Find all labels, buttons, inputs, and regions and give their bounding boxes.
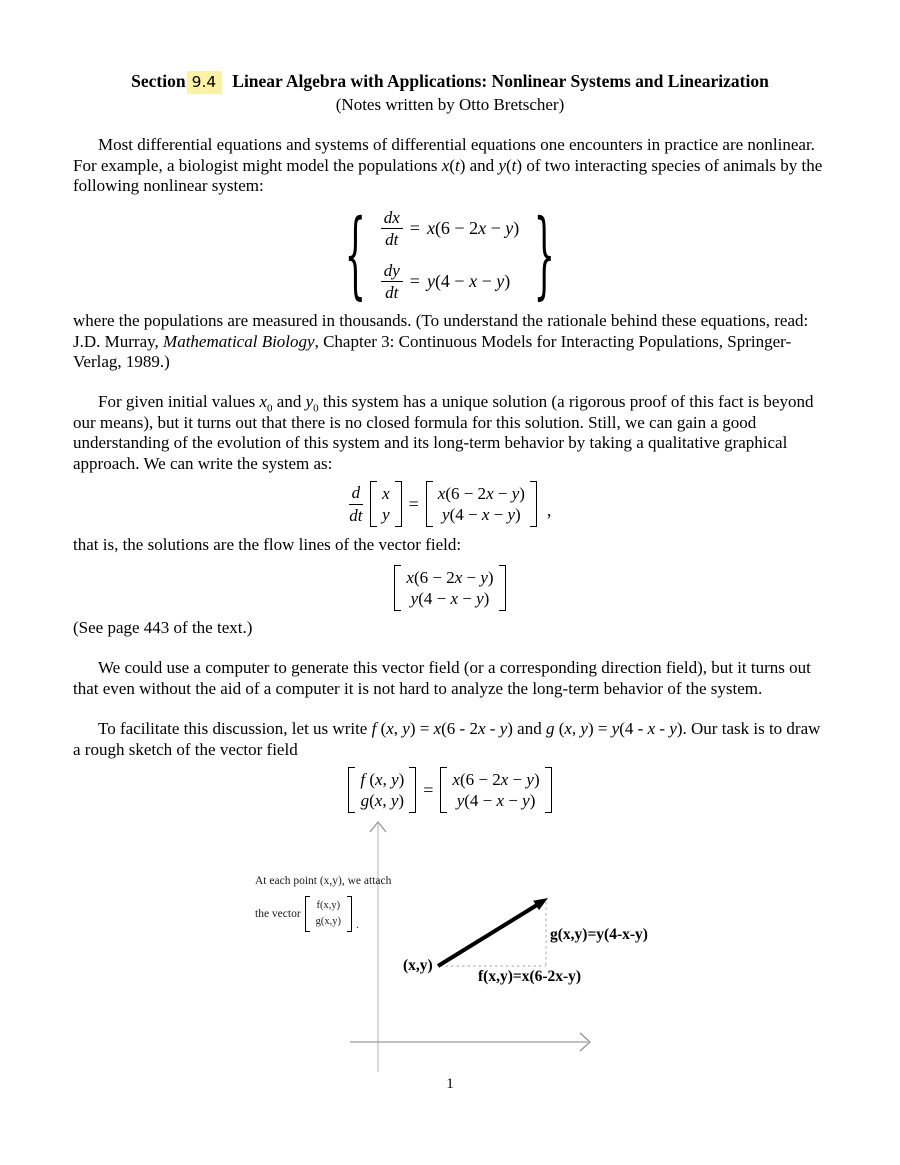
equation-dy-dt: $\frac{dy}{dt}$ = y(4 − x − y) [381,261,520,302]
vector-arrow [438,905,537,966]
rhs-vector: x(6 − 2x − y) y(4 − x − y) [426,481,537,528]
fg-rhs-vector: x(6 − 2x − y) y(4 − x − y) [440,767,551,814]
section-number-highlight: 9.4 [187,71,223,94]
equation-fg: f (x, y) g(x, y) = x(6 − 2x − y) y(4 − x − y) [0,764,900,816]
paragraph-facilitate: To facilitate this discussion, let us write f (x, y) = x(6 - 2x - y) and g (x, y) = y(4 - x - y). Our task is to draw a rough sketch of the vector field [73,719,821,759]
equation-nonlinear-system [0,198,900,309]
page-title [0,71,900,92]
book-title: Mathematical Biology [163,331,315,351]
section-word: Section [131,71,186,91]
point-label: (x,y) [403,957,433,974]
figure-caption-line1: At each point (x,y), we attach [255,875,392,887]
left-curly-brace: { [344,198,367,309]
paragraph-reference: where the populations are measured in thousands. (To understand the rationale behind these equations, read: J.D. Murray, Mathematical Biology, Chapter 3: Continuous Models for Interacting Populations, Springer-Verlag, 1989.) [73,311,809,372]
state-vector: x y [370,481,402,528]
fg-vector: f (x, y) g(x, y) [348,767,416,814]
f-component-label: f(x,y)=x(6-2x-y) [478,968,582,985]
paragraph-flow-lines: that is, the solutions are the flow lines of the vector field: [73,535,462,554]
paragraph-initial-values: For given initial values $x_0$ and $y_0$ this system has a unique solution (a rigorous proof of this fact is beyond our means), but it turns out that there is no closed formula for this solution. Still, we can gain a good understanding of the evolution of this system and its long-term behavior by taking a qualitative graphical approach. We can write the system as: [73,392,814,474]
g-component-label: g(x,y)=y(4-x-y) [550,926,648,943]
equation-matrix-form: $\frac{d}{dt}$ x y = x(6 − 2x − y) y(4 − x − y) , [0,476,900,532]
equation-dx-dt: $\frac{dx}{dt}$ = x(6 − 2x − y) [381,208,520,249]
figure-axes-and-vector [0,818,900,1076]
caption-vector: f(x,y) g(x,y) [305,896,352,932]
figure-caption-line2: the vector f(x,y) g(x,y) . [255,896,359,932]
title-text: Linear Algebra with Applications: Nonlinear Systems and Linearization [232,71,769,91]
right-curly-brace: } [533,198,556,309]
paragraph-computer: We could use a computer to generate this vector field (or a corresponding direction field), but it turns out that even without the aid of a computer it is not hard to analyze the long-term behavior of the system. [73,658,811,698]
equation-vector-field: x(6 − 2x − y) y(4 − x − y) [0,562,900,614]
vector-field-figure [0,818,900,1076]
subtitle: (Notes written by Otto Bretscher) [335,95,565,114]
paragraph-see-page: (See page 443 of the text.) [73,618,253,637]
page-number: 1 [446,1076,454,1092]
paragraph-intro: Most differential equations and systems of differential equations one encounters in practice are nonlinear. For example, a biologist might model the populations x(t) and y(t) of two interacting species of animals by the following nonlinear system: [73,135,823,196]
